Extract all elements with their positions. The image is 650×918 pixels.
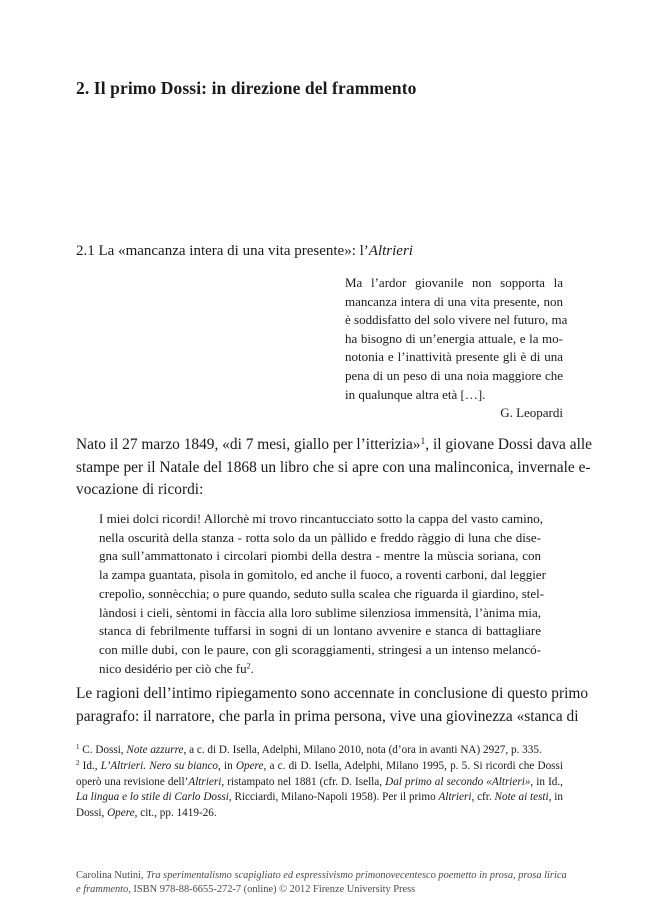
footnote-text: Dossi, <box>76 807 108 820</box>
footnotes <box>76 743 563 822</box>
footnote-title: Dal primo al secondo «Altrieri» <box>385 775 531 788</box>
epigraph-line: Ma l’ardor giovanile non sopporta la <box>345 275 563 290</box>
section-heading-text: 2.1 La «mancanza intera di una vita presente»: l’ <box>76 243 369 259</box>
footnote-2-line <box>76 806 563 822</box>
footnote-text: , in Id., <box>530 775 563 788</box>
paragraph-line: Le ragioni dell’intimo ripiegamento sono accennate in conclusione di questo primo <box>76 685 589 702</box>
section-heading-italic: Altrieri <box>368 243 413 259</box>
quote-line: I miei dolci ricordi! Allorchè mi trovo rincantucciato sotto la cappa del vasto camino, <box>99 511 544 526</box>
paragraph-line <box>76 434 592 457</box>
footer-title: e frammento <box>76 884 129 895</box>
quote-line: làndosi i cieli, sèntomi in fàccia alla loro sublime silenziosa immensità, l’ànima mia, <box>99 604 541 620</box>
epigraph-line: pena di un peso di una noia maggiore che <box>345 367 563 383</box>
footnote-mark: 2 <box>76 758 80 767</box>
quote-line: con mille dubi, con le paure, con gli scoraggiamenti, stringesi a un intenso melancó- <box>99 641 541 657</box>
footnote-title: L’Altrieri. Nero su bianco <box>100 759 218 772</box>
footnote-title: Altrieri <box>438 791 472 804</box>
footnote-ref-2[interactable]: 2 <box>246 661 251 671</box>
block-quote <box>99 510 546 678</box>
quote-line: gna sull’ammattonato i circolari piombi della destra - mentre la mùscia soriana, con <box>99 548 541 564</box>
epigraph-line: notonia e l’inattività presente gli è di una <box>345 349 563 365</box>
footer-line <box>76 883 563 897</box>
paragraph-text: , il giovane Dossi dava alle <box>425 436 592 453</box>
page-footer <box>76 869 567 897</box>
footer-title: Tra sperimentalismo scapigliato ed espressivismo primonovecentesco poemetto in prosa, prosa lirica <box>146 870 567 881</box>
footer-author: Carolina Nutini, <box>76 870 147 881</box>
footnote-text: , a c. di D. Isella, Adelphi, Milano 2010, nota (d’ora in avanti NA) 2927, p. 335. <box>183 744 542 756</box>
quote-line <box>99 660 541 679</box>
section-heading <box>76 243 576 260</box>
epigraph-line: è soddisfatto del solo vivere nel futuro, ma <box>345 312 568 328</box>
paragraph-text: Nato il 27 marzo 1849, «di 7 mesi, giallo per l’itterizia» <box>76 436 421 453</box>
footnote-mark: 1 <box>76 743 80 752</box>
quote-line: nella oscurità della stanza - rotta solo da un pàllido e freddo ràggio di luna che dise- <box>99 529 541 545</box>
footnote-2-line <box>76 790 563 806</box>
footnote-title: Note azzurre <box>126 744 184 756</box>
footnote-title: La lingua e lo stile di Carlo Dossi <box>76 791 229 804</box>
body-paragraph-2 <box>76 683 589 728</box>
footnote-text: , in <box>548 791 563 804</box>
footnote-title: Note ai testi <box>494 791 549 804</box>
paragraph-line: vocazione di ricordi: <box>76 481 204 498</box>
quote-text: nico desidério per ciò che fu <box>99 660 247 676</box>
footnote-ref-1[interactable]: 1 <box>420 435 426 447</box>
footnote-2-line <box>76 775 563 791</box>
epigraph-line: ha bisogno di un’energia attuale, e la mo- <box>345 330 563 346</box>
footnote-text: , in <box>218 759 236 772</box>
footnote-text: , cit., pp. 1419-26. <box>134 807 217 820</box>
body-paragraph-1 <box>76 434 592 502</box>
footnote-1 <box>76 743 563 759</box>
epigraph-line: in qualunque altra età […]. <box>345 386 486 402</box>
footnote-title: Opere <box>235 759 264 772</box>
footnote-2-line <box>76 759 563 775</box>
footnote-text: Id., <box>79 759 101 772</box>
epigraph-attribution: G. Leopardi <box>500 405 563 421</box>
footer-isbn: , ISBN 978-88-6655-272-7 (online) © 2012 Firenze University Press <box>128 884 416 895</box>
paragraph-line: paragrafo: il narratore, che parla in prima persona, vive una giovinezza «stanca di <box>76 707 579 725</box>
footnote-text: , cfr. <box>471 791 495 804</box>
footnote-title: Altrieri <box>188 775 222 788</box>
quote-line: la zampa guantata, pìsola in gomìtolo, ed anche il fuoco, a roventi carboni, dal leggier <box>99 567 546 583</box>
chapter-title: 2. Il primo Dossi: in direzione del frammento <box>76 78 417 98</box>
footnote-text: , Ricciardi, Milano-Napoli 1958). Per il primo <box>228 791 439 804</box>
paragraph-line: stampe per il Natale del 1868 un libro che si apre con una malinconica, invernale e- <box>76 458 591 476</box>
epigraph <box>345 274 568 423</box>
footnote-text: , a c. di D. Isella, Adelphi, Milano 1995, p. 5. Si ricordi che Dossi <box>263 759 563 772</box>
footnote-text: operò una revisione dell’ <box>76 775 189 788</box>
footer-line <box>76 869 567 883</box>
quote-line: crepolìo, sonnècchia; o pure quando, seduto sulla scalea che riguarda il giardino, stel- <box>99 585 545 601</box>
footnote-title: Opere <box>107 807 135 820</box>
quote-text: . <box>250 660 254 676</box>
footnote-text: , ristampato nel 1881 (cfr. D. Isella, <box>221 775 386 788</box>
quote-line: stanca di febrilmente tuffarsi in sogni di un lontano avvenire e stanca di battagliare <box>99 623 541 639</box>
footnote-text: C. Dossi, <box>79 744 127 756</box>
epigraph-line: mancanza intera di una vita presente, non <box>345 293 563 309</box>
